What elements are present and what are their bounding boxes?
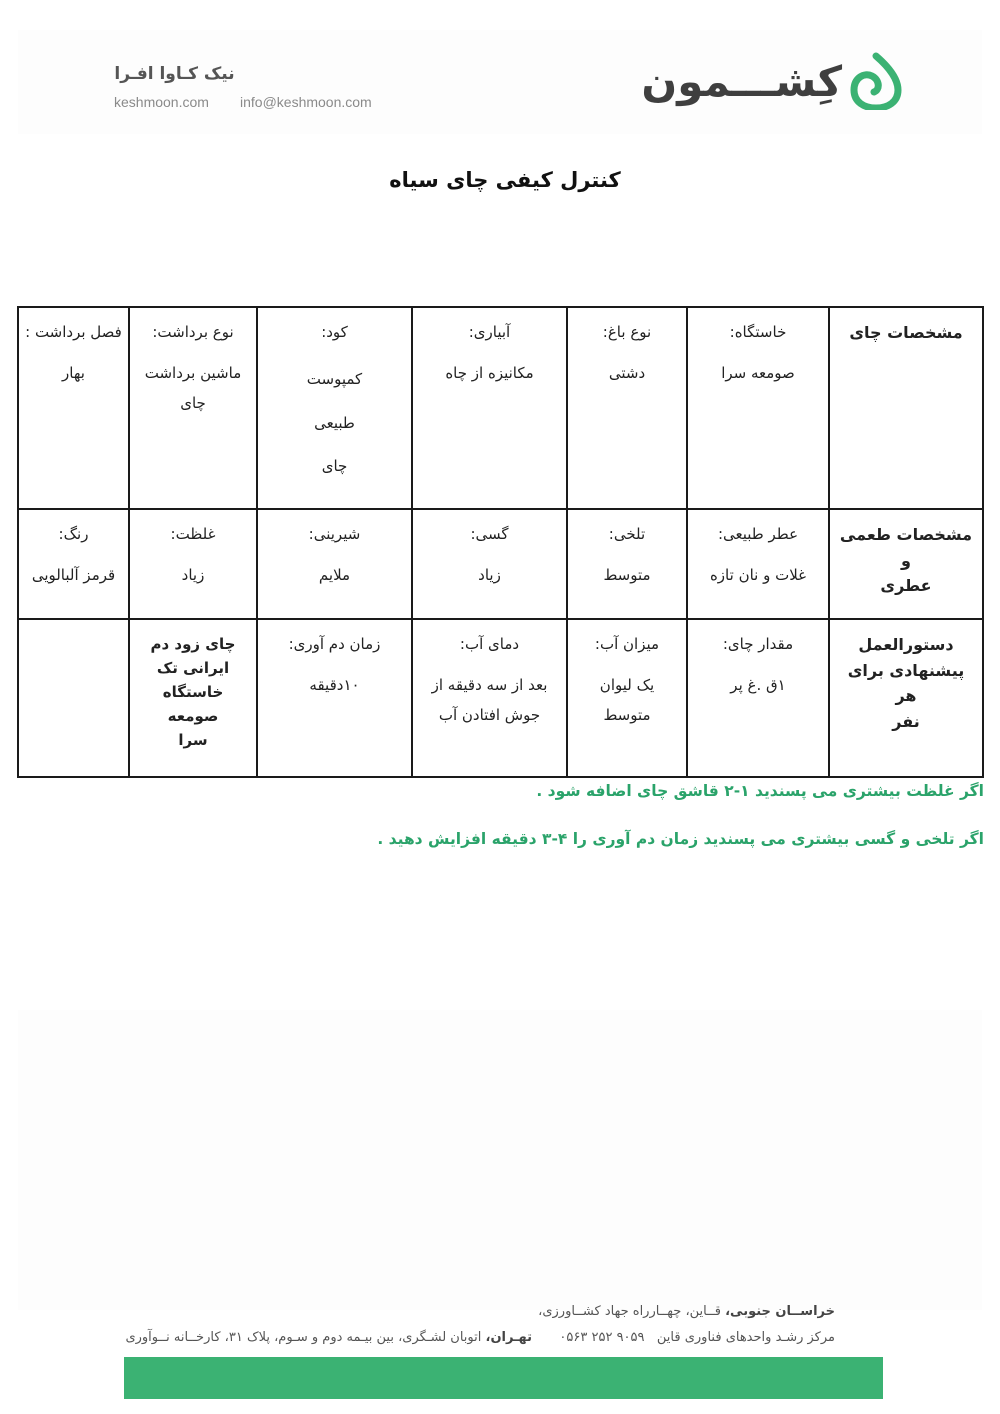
cell-garden-type: نوع باغ: دشتی [567,307,687,509]
row-header-taste-aroma: مشخصات طعمی و عطری [829,509,983,619]
row-header-tea-specs: مشخصات چای [829,307,983,509]
row-header-instructions: دستورالعمل پیشنهادی برای هر نفر [829,619,983,777]
footer-address-tehran: تهـران، اتوبان لشـگری، بین بیـمه دوم و سـوم، پلاک ۳۱، کارخــانه نــوآوری [125,1330,532,1345]
footer-green-bar [124,1357,883,1399]
cell-water-temperature: دمای آب: بعد از سه دقیقه از جوش افتادن آب [412,619,567,777]
note-bitterness: اگر تلخی و گسی بیشتری می پسندید زمان دم آوری را ۴-۳ دقیقه افزایش دهید . [377,830,984,848]
cell-water-amount: میزان آب: یک لیوان متوسط [567,619,687,777]
email-link[interactable]: info@keshmoon.com [240,94,372,110]
cell-empty [18,619,129,777]
cell-aroma: عطر طبیعی: غلات و نان تازه [687,509,829,619]
cell-harvest-season: فصل برداشت : بهار [18,307,129,509]
company-name: نیک کـاوا افـرا [114,64,235,84]
footer-band [18,1010,982,1310]
table-row-taste-aroma [18,509,983,619]
logo-text: کِشـــمون [641,57,842,106]
cell-color: رنگ: قرمز آلبالویی [18,509,129,619]
logo-drop-icon [850,52,902,110]
cell-bitterness: تلخی: متوسط [567,509,687,619]
cell-harvest-type: نوع برداشت: ماشین برداشت چای [129,307,257,509]
cell-brew-time: زمان دم آوری: ۱۰دقیقه [257,619,412,777]
cell-fertilizer: کود: کمپوست طبیعی چای [257,307,412,509]
note-strength: اگر غلظت بیشتری می پسندید ۱-۲ قاشق چای اضافه شود . [536,782,984,800]
cell-sweetness: شیرینی: ملایم [257,509,412,619]
footer-address-region: خراســان جنوبی، قــاین، چهــارراه جهاد کشــاورزی، [538,1304,835,1319]
cell-tea-amount: مقدار چای: ۱ق .غ پر [687,619,829,777]
cell-astringency: گسی: زیاد [412,509,567,619]
footer-phone: ۰۵۶۳ ۲۵۲ ۹۰۵۹ [559,1330,645,1345]
cell-irrigation: آبیاری: مکانیزه از چاه [412,307,567,509]
document-title: کنترل کیفی چای سیاه [389,168,621,192]
cell-origin: خاستگاه: صومعه سرا [687,307,829,509]
footer-address-center: مرکز رشـد واحدهای فناوری قاین ۰۵۶۳ ۲۵۲ ۹۰۵۹ [559,1330,835,1345]
cell-strength: غلظت: زیاد [129,509,257,619]
table-row-tea-specs [18,307,983,509]
website-link[interactable]: keshmoon.com [114,94,209,110]
table-row-instructions [18,619,983,777]
cell-tea-description: چای زود دم ایرانی تک خاستگاه صومعه سرا [129,619,257,777]
tea-spec-table [17,306,984,778]
